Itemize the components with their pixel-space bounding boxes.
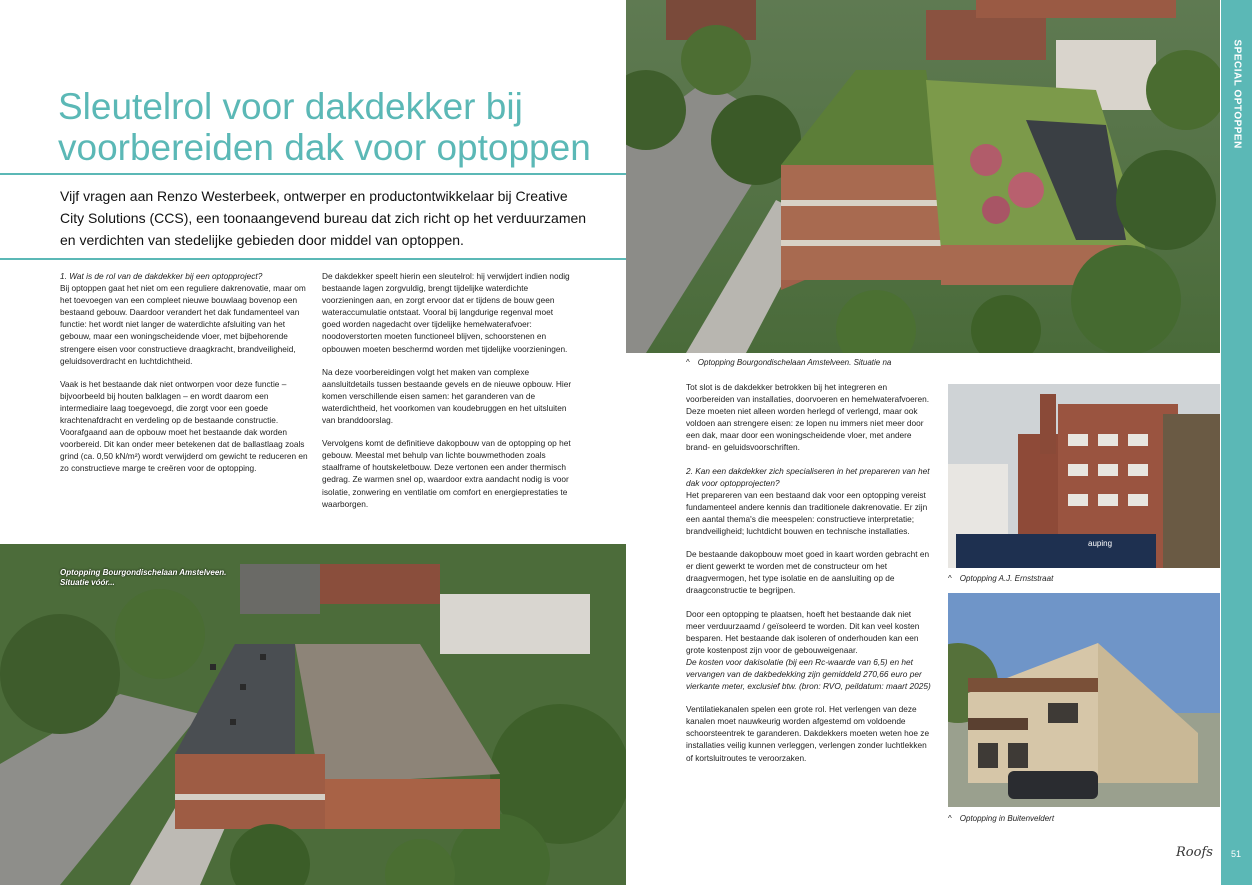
col3-paragraph-4: Door een optopping te plaatsen, hoeft het bestaande dak niet meer verduurzaamd / geïsoleerd te worden. Dit kan veel kosten besparen. Het bestaande dak isoleren of onderhouden kan een grote kostenpost zijn voor de gebouweigenaar. — [686, 608, 920, 655]
col3-paragraph-3: De bestaande dakopbouw moet goed in kaart worden gebracht en er dient gewerkt te worden met de constructeur om het draagvermogen, het type isolatie en de aansluiting op de draagconstructie te begrijpen. — [686, 549, 930, 596]
buitenveldert-illustration — [948, 593, 1220, 807]
photo-buitenveldert — [948, 593, 1220, 807]
column-2 — [322, 270, 572, 521]
title-rule — [0, 173, 626, 175]
col2-paragraph-2: Na deze voorbereidingen volgt het maken van complexe aansluitdetails tussen bestaande gevels en de nieuwe opbouw. Hier komen verschillende eisen samen: het garanderen van de waterdichtheid, het voorkomen van koudebruggen en het uitsluiten van branddoorslag. — [322, 366, 572, 426]
column-3 — [686, 381, 932, 775]
photo-ernststraat — [948, 384, 1220, 568]
caption-top: ^ Optopping Bourgondischelaan Amstelveen. Situatie na — [686, 358, 892, 367]
ernststraat-illustration — [948, 384, 1220, 568]
caption-buitenveldert: ^ Optopping in Buitenveldert — [948, 814, 1055, 823]
col3-paragraph-2: Het prepareren van een bestaand dak voor een optopping vereist fundamenteel andere kennis dan traditionele dakrenovatie. Er zijn een aantal thema's die meespelen: constructieve interpretatie; brandveiligheid; luchtdicht bouwen en technische installaties. — [686, 489, 928, 537]
col1-paragraph-1: Bij optoppen gaat het niet om een reguliere dakrenovatie, maar om het toevoegen van een compleet nieuwe bouwlaag bovenop een bestaand gebouw. Daardoor verandert het dak fundamenteel van functie: het wordt niet langer de waterdichte afsluiting van het gebouw, maar een woningscheidende vloer, met bijbehorende strengere eisen voor constructieve draagkracht, brandveiligheid, geluidsoverdracht en luchtdichtheid. — [60, 283, 306, 366]
section-sidebar: SPECIAL OPTOPPEN — [1221, 0, 1252, 885]
title-line-1: Sleutelrol voor dakdekker bij — [58, 86, 523, 127]
col2-paragraph-3: Vervolgens komt de definitieve dakopbouw van de optopping op het gebouw. Meestal met behulp van lichte bouwmethoden zoals staalframe of houtskeletbouw. Deze vertonen een ander thermisch gedrag. Ze warmen snel op, waardoor extra aandacht nodig is voor isolatie, zonwering en ventilatie om comfort en energieprestaties te waarborgen. — [322, 438, 571, 509]
col3-paragraph-5: Ventilatiekanalen spelen een grote rol. Het verlengen van deze kanalen moet nauwkeurig worden afgestemd om voldoende schoorsteentrek te garanderen. Dakdekkers moeten weten hoe ze installaties veilig kunnen verleggen, verlengen zonder luchtlekken of kortsluitroutes te veroorzaken. — [686, 704, 930, 763]
col1-paragraph-2: Vaak is het bestaande dak niet ontworpen voor deze functie – bijvoorbeeld bij houten balklagen – en wordt daarom een intermediaire laag toegevoegd, die zorgt voor een goede krachtenafdracht en verdeling op de bestaande constructie. Voorafgaand aan de opbouw moet het bestaande dak worden voorbereid. Dit kan onder meer betekenen dat de ballastlaag zoals grind (ca. 0,50 kN/m²) wordt verwijderd om gewicht te reduceren en zo constructieve marge te creëren voor de optopping. — [60, 378, 308, 474]
aerial-after-illustration — [626, 0, 1220, 353]
question-2: 2. Kan een dakdekker zich specialiseren in het prepareren van het dak voor optopprojecten? — [686, 465, 930, 488]
column-1 — [60, 270, 308, 486]
aerial-before-illustration — [0, 544, 626, 885]
article-title — [58, 86, 618, 168]
lead-paragraph: Vijf vragen aan Renzo Westerbeek, ontwerper en productontwikkelaar bij Creative City Solutions (CCS), een toonaangevend bureau dat zich richt op het verduurzamen en verdichten van stedelijke gebieden door middel van optoppen. — [60, 188, 587, 248]
col2-paragraph-1: De dakdekker speelt hierin een sleutelrol: hij verwijdert indien nodig bestaande lagen zorgvuldig, brengt tijdelijke waterdichte voorzieningen aan, en zorgt ervoor dat er tijdens de bouw geen wateraccumulatie ontstaat. Vooral bij langdurige regenval moet goed worden nagedacht over tijdelijke hemelwaterafvoer: noodoverstorten moeten functioneel blijven, schoorstenen en opbouwen moeten beschermd worden met tijdelijke voorzieningen. — [322, 271, 570, 354]
col3-paragraph-1: Tot slot is de dakdekker betrokken bij het integreren en voorbereiden van installaties, doorvoeren en hemelwaterafvoeren. Deze moeten niet alleen worden herlegd of verlengd, maar ook voldoen aan strengere eisen: ze lopen nu immers niet meer door een dak, maar door een woningscheidende vloer, met andere brand- en geluidsvoorschriften. — [686, 382, 930, 453]
lead-rule — [0, 258, 626, 260]
title-line-2: voorbereiden dak voor optoppen — [58, 127, 591, 168]
magazine-name: Roofs — [1176, 845, 1213, 860]
caption-bottom-overlay: Optopping Bourgondischelaan Amstelveen. Situatie vóór... — [60, 568, 227, 587]
photo-aerial-before — [0, 544, 626, 885]
photo-aerial-after — [626, 0, 1220, 353]
caption-caret: ^ — [686, 358, 690, 367]
col3-cost-note: De kosten voor dakisolatie (bij een Rc-waarde van 6,5) en het vervangen van de dakbedekking zijn gemiddeld 270,66 euro per vierkante meter, exclusief btw. (bron: RVO, peildatum: maart 2025) — [686, 656, 931, 692]
caption-ernststraat: ^ Optopping A.J. Ernststraat — [948, 574, 1054, 583]
page-number: 51 — [1230, 849, 1241, 859]
question-1: 1. Wat is de rol van de dakdekker bij een optopproject? — [60, 271, 263, 281]
shop-sign: auping — [1088, 539, 1113, 548]
